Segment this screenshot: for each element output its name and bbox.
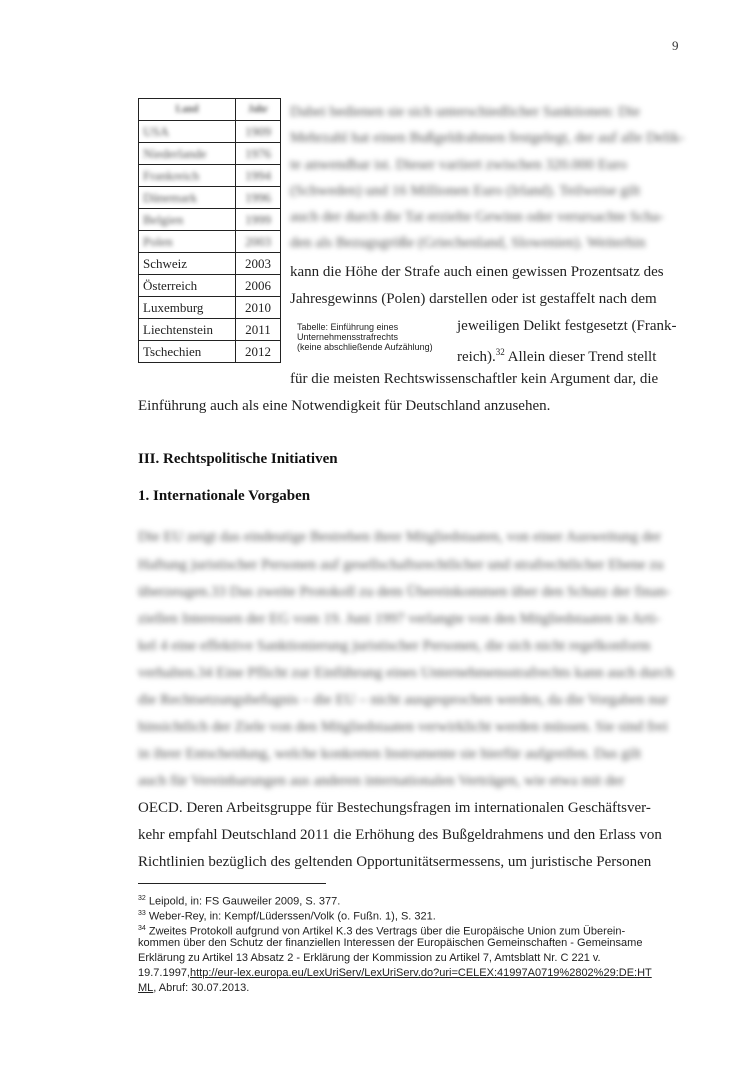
body-line-blurred: Die EU zeigt das eindeutige Bestreben ihrer Mitgliedstaaten, von einer Ausweitung der — [138, 529, 662, 545]
footnote-number: 32 — [138, 895, 146, 902]
table-header-jahr: Jahr — [236, 99, 281, 121]
body-line — [457, 342, 656, 367]
table-row — [139, 275, 281, 297]
body-line-blurred: ziellen Interessen der EG vom 19. Juni 1997 verlangte von den Mitgliedstaaten in Arti- — [138, 611, 661, 627]
country-year-table — [138, 98, 281, 363]
body-line: kann die Höhe der Strafe auch einen gewissen Prozentsatz des — [290, 264, 664, 280]
body-line-blurred: (Schweden) und 16 Millionen Euro (Irland). Teilweise gilt — [290, 183, 641, 199]
footnote-text: 19.7.1997, — [138, 967, 190, 979]
table-cell-year: 2006 — [236, 275, 281, 297]
table-row — [139, 165, 281, 187]
table-row — [139, 143, 281, 165]
body-line: jeweiligen Delikt festgesetzt (Frank- — [457, 318, 677, 334]
body-line: Jahresgewinns (Polen) darstellen oder ist gestaffelt nach dem — [290, 291, 657, 307]
table-cell-country: Belgien — [139, 209, 236, 231]
body-text: Allein dieser Trend stellt — [504, 349, 657, 365]
footnote-text: Leipold, in: FS Gauweiler 2009, S. 377. — [145, 895, 341, 908]
table-cell-year: 1976 — [236, 143, 281, 165]
footnote-link[interactable]: http://eur-lex.europa.eu/LexUriServ/LexUriServ.do?uri=CELEX:41997A0719%2802%29:DE:HT — [190, 967, 652, 979]
page-number: 9 — [672, 38, 679, 53]
footnote-ref-32: 32 — [495, 347, 505, 357]
body-line-blurred: hinsichtlich der Ziele von den Mitgliedstaaten verwirklicht werden müssen. Sie sind frei — [138, 719, 668, 735]
footnote-link-end[interactable]: ML — [138, 982, 154, 994]
body-text: reich). — [457, 349, 496, 365]
footnote-text: Weber-Rey, in: Kempf/Lüderssen/Volk (o. Fußn. 1), S. 321. — [145, 910, 436, 923]
section-heading: III. Rechtspolitische Initiativen — [138, 451, 338, 467]
table-header-row — [139, 99, 281, 121]
footnote-text: , Abruf: 30.07.2013. — [153, 982, 250, 994]
table-cell-country: Dänemark — [139, 187, 236, 209]
body-line-blurred: verhalten.34 Eine Pflicht zur Einführung eines Unternehmensstrafrechts kann auch durch — [138, 665, 674, 681]
table-cell-country: Tschechien — [139, 341, 236, 363]
table-header-land: Land — [139, 99, 236, 121]
table-cell-country: Luxemburg — [139, 297, 236, 319]
body-line: kehr empfahl Deutschland 2011 die Erhöhung des Bußgeldrahmens und den Erlass von — [138, 827, 662, 843]
body-line-blurred: kel 4 eine effektive Sanktionierung juristischer Personen, die sich nicht regelkonform — [138, 638, 651, 654]
body-line: Einführung auch als eine Notwendigkeit für Deutschland anzusehen. — [138, 398, 551, 414]
table-cell-country: Polen — [139, 231, 236, 253]
table-row — [139, 341, 281, 363]
table-row — [139, 297, 281, 319]
table-cell-country: Niederlande — [139, 143, 236, 165]
table-cell-country: Schweiz — [139, 253, 236, 275]
body-line-blurred: auch für Vereinbarungen aus anderen internationalen Verträgen, wie etwa mit der — [138, 773, 625, 789]
table-cell-year: 1996 — [236, 187, 281, 209]
table-cell-year: 2012 — [236, 341, 281, 363]
body-line-blurred: Mehrzahl hat einen Bußgeldrahmen festgelegt, der auf alle Delik- — [290, 130, 685, 146]
table-cell-year: 2010 — [236, 297, 281, 319]
body-line-blurred: in ihrer Entscheidung, welche konkreten Instrumente sie hierfür aufgreifen. Das gilt — [138, 746, 642, 762]
footnote-number: 33 — [138, 910, 146, 917]
footnote-34-line — [138, 982, 249, 995]
table-cell-country: Österreich — [139, 275, 236, 297]
table-cell-year: 2003 — [236, 253, 281, 275]
table-cell-country: Liechtenstein — [139, 319, 236, 341]
table-row — [139, 231, 281, 253]
table-row — [139, 187, 281, 209]
body-line-blurred: Haftung juristischer Personen auf gesellschaftsrechtlicher und strafrechtlicher Ebene zu — [138, 557, 664, 573]
footnote-34-line: kommen über den Schutz der finanziellen Interessen der Europäischen Gemeinschaften - Gemeinsame — [138, 937, 643, 949]
footnote-number: 34 — [138, 925, 146, 932]
footnote-text: Zweites Protokoll aufgrund von Artikel K.3 des Vertrags über die Europäische Union zum Überein- — [145, 925, 626, 938]
body-line: Richtlinien bezüglich des geltenden Opportunitätsermessens, um juristische Personen — [138, 854, 652, 870]
caption-line: Tabelle: Einführung eines — [297, 322, 399, 332]
subsection-heading: 1. Internationale Vorgaben — [138, 488, 311, 504]
table-row — [139, 253, 281, 275]
body-line-blurred: auch der durch die Tat erzielte Gewinn oder verursachte Scha- — [290, 209, 664, 225]
body-line-blurred: die Rechtsetzungsbefugnis – die EU – nicht ausgesprochen werden, da die Vorgaben nur — [138, 692, 669, 708]
table-cell-year: 1909 — [236, 121, 281, 143]
body-line-blurred: den als Bezugsgröße (Griechenland, Slowenien). Weiterhin — [290, 235, 646, 251]
table-cell-year: 2003 — [236, 231, 281, 253]
table-cell-year: 1994 — [236, 165, 281, 187]
footnote-separator — [138, 883, 326, 884]
table-row — [139, 209, 281, 231]
body-line-blurred: Dabei bedienen sie sich unterschiedlicher Sanktionen: Die — [290, 104, 640, 120]
table-cell-country: Frankreich — [139, 165, 236, 187]
table-cell-year: 1999 — [236, 209, 281, 231]
body-line: für die meisten Rechtswissenschaftler kein Argument dar, die — [290, 371, 659, 387]
body-line: OECD. Deren Arbeitsgruppe für Bestechungsfragen im internationalen Geschäftsver- — [138, 800, 651, 816]
footnote-34-line: Erklärung zu Artikel 13 Absatz 2 - Erklärung der Kommission zu Artikel 7, Amtsblatt Nr. C 221 v. — [138, 952, 601, 964]
table-row — [139, 121, 281, 143]
table-cell-country: USA — [139, 121, 236, 143]
table-cell-year: 2011 — [236, 319, 281, 341]
caption-line: (keine abschließende Aufzählung) — [297, 342, 433, 352]
table-caption — [297, 322, 457, 352]
caption-line: Unternehmensstrafrechts — [297, 332, 399, 342]
body-line-blurred: überzeugen.33 Das zweite Protokoll zu dem Übereinkommen über den Schutz der finan- — [138, 584, 671, 600]
table-row — [139, 319, 281, 341]
footnote-34-line — [138, 967, 652, 980]
body-line-blurred: te anwendbar ist. Dieser variiert zwischen 320.000 Euro — [290, 157, 627, 173]
